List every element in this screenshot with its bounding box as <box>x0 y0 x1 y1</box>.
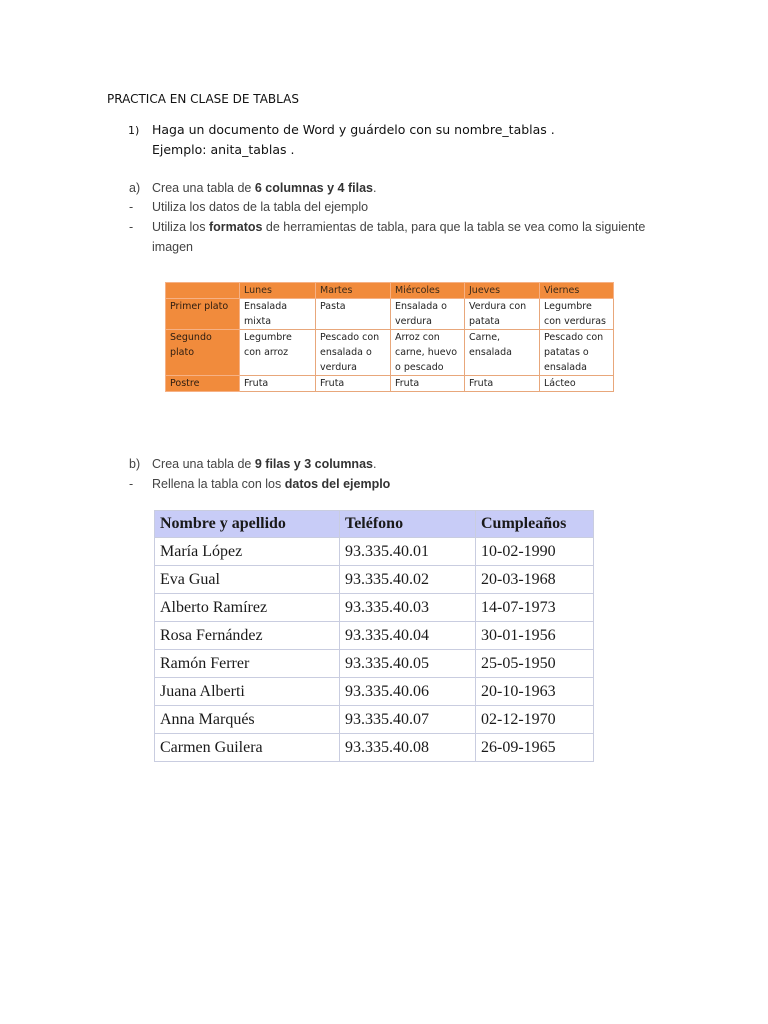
cell-line: verdura <box>320 362 357 373</box>
table-row <box>155 734 594 762</box>
cell-line: con verduras <box>544 316 607 327</box>
contacts-header-row <box>155 511 594 538</box>
cell-line: patata <box>469 316 500 327</box>
menu-header-cell: Martes <box>316 283 391 299</box>
item-1-line-1: Haga un documento de Word y guárdelo con su nombre_tablas . <box>152 122 555 137</box>
cell-line: verdura <box>395 316 432 327</box>
contact-name: Juana Alberti <box>155 678 340 706</box>
cell-line: o pescado <box>395 362 444 373</box>
cell-line: Ensalada o <box>395 301 447 312</box>
cell-line: Primer plato <box>170 301 229 312</box>
menu-row-label <box>166 330 240 376</box>
contact-phone: 93.335.40.02 <box>340 566 476 594</box>
contact-birthday: 20-03-1968 <box>476 566 594 594</box>
contacts-header-phone: Teléfono <box>340 511 476 538</box>
cell-line: mixta <box>244 316 272 327</box>
menu-row-label <box>166 299 240 330</box>
section-b-bullet-1-pre: Rellena la tabla con los <box>152 477 285 491</box>
list-marker: - <box>129 200 134 214</box>
section-a-text-pre: Crea una tabla de <box>152 181 255 195</box>
table-row <box>166 299 614 330</box>
cell-line: Legumbre <box>544 301 592 312</box>
menu-cell <box>465 299 540 330</box>
list-marker: b) <box>129 457 141 471</box>
cell-line: plato <box>170 347 195 358</box>
cell-line: ensalada <box>469 347 512 358</box>
cell-line: Fruta <box>469 378 494 389</box>
contact-name: Eva Gual <box>155 566 340 594</box>
menu-header-cell: Miércoles <box>391 283 465 299</box>
section-a-bullet-2-continuation: imagen <box>152 240 193 254</box>
cell-line: Fruta <box>244 378 269 389</box>
table-row <box>155 538 594 566</box>
contact-name: Rosa Fernández <box>155 622 340 650</box>
contact-name: Ramón Ferrer <box>155 650 340 678</box>
contact-phone: 93.335.40.04 <box>340 622 476 650</box>
menu-cell <box>391 299 465 330</box>
cell-line: Arroz con <box>395 332 440 343</box>
menu-cell <box>391 330 465 376</box>
menu-cell <box>465 376 540 392</box>
section-a-text-post: . <box>372 181 377 195</box>
cell-line: Fruta <box>320 378 345 389</box>
contacts-table <box>154 510 594 762</box>
item-number: 1) <box>128 124 140 137</box>
contacts-header-birthday: Cumpleaños <box>476 511 594 538</box>
section-a-bullet-1-text: Utiliza los datos de la tabla del ejemplo <box>152 200 369 214</box>
cell-line: Postre <box>170 378 200 389</box>
cell-line: Pescado con <box>320 332 380 343</box>
menu-cell <box>540 330 614 376</box>
table-row <box>155 650 594 678</box>
menu-table-header-row <box>166 283 614 299</box>
contact-phone: 93.335.40.07 <box>340 706 476 734</box>
contact-name: Alberto Ramírez <box>155 594 340 622</box>
contact-birthday: 14-07-1973 <box>476 594 594 622</box>
cell-line: con arroz <box>244 347 289 358</box>
cell-line: carne, huevo <box>395 347 458 358</box>
contact-birthday: 26-09-1965 <box>476 734 594 762</box>
item-1-line-2: Ejemplo: anita_tablas . <box>152 142 295 157</box>
section-b-text-pre: Crea una tabla de <box>152 457 255 471</box>
menu-header-cell: Viernes <box>540 283 614 299</box>
section-a-bullet-2-pre: Utiliza los <box>152 220 209 234</box>
cell-line: ensalada o <box>320 347 372 358</box>
contact-birthday: 10-02-1990 <box>476 538 594 566</box>
menu-table <box>165 282 614 392</box>
menu-cell <box>240 299 316 330</box>
cell-line: Verdura con <box>469 301 527 312</box>
menu-row-label <box>166 376 240 392</box>
menu-cell <box>465 330 540 376</box>
menu-cell <box>316 376 391 392</box>
section-a-bullet-2-bold: formatos <box>208 220 263 234</box>
contact-birthday: 25-05-1950 <box>476 650 594 678</box>
menu-cell <box>540 299 614 330</box>
cell-line: Pescado con <box>544 332 604 343</box>
cell-line: Lácteo <box>544 378 576 389</box>
section-a-bullet-2-post: de herramientas de tabla, para que la tabla se vea como la siguiente <box>262 220 646 234</box>
contact-phone: 93.335.40.06 <box>340 678 476 706</box>
cell-line: ensalada <box>544 362 587 373</box>
cell-line: Pasta <box>320 301 346 312</box>
contact-name: María López <box>155 538 340 566</box>
table-row <box>155 678 594 706</box>
cell-line: Legumbre <box>244 332 292 343</box>
menu-header-cell: Lunes <box>240 283 316 299</box>
list-marker: - <box>129 477 134 491</box>
menu-cell <box>540 376 614 392</box>
menu-header-cell: Jueves <box>465 283 540 299</box>
table-row <box>155 594 594 622</box>
cell-line: patatas o <box>544 347 589 358</box>
contact-phone: 93.335.40.05 <box>340 650 476 678</box>
contact-birthday: 02-12-1970 <box>476 706 594 734</box>
table-row <box>155 622 594 650</box>
contact-birthday: 20-10-1963 <box>476 678 594 706</box>
contact-birthday: 30-01-1956 <box>476 622 594 650</box>
cell-line: Segundo <box>170 332 212 343</box>
menu-cell <box>240 330 316 376</box>
document-title: PRACTICA EN CLASE DE TABLAS <box>107 92 299 106</box>
menu-header-corner <box>166 283 240 299</box>
menu-cell <box>316 330 391 376</box>
contact-phone: 93.335.40.01 <box>340 538 476 566</box>
contact-name: Anna Marqués <box>155 706 340 734</box>
table-row <box>166 330 614 376</box>
cell-line: Ensalada <box>244 301 288 312</box>
table-row <box>155 566 594 594</box>
list-marker: - <box>129 220 134 234</box>
table-row <box>155 706 594 734</box>
contact-name: Carmen Guilera <box>155 734 340 762</box>
contacts-header-name: Nombre y apellido <box>155 511 340 538</box>
list-marker: a) <box>129 181 141 195</box>
section-b-bullet-1-bold: datos del ejemplo <box>284 477 391 491</box>
contact-phone: 93.335.40.08 <box>340 734 476 762</box>
menu-cell <box>391 376 465 392</box>
section-b-text-post: . <box>372 457 377 471</box>
cell-line: Carne, <box>469 332 501 343</box>
menu-cell <box>240 376 316 392</box>
menu-cell <box>316 299 391 330</box>
section-a-text-bold: 6 columnas y 4 filas <box>254 181 373 195</box>
section-b-text-bold: 9 filas y 3 columnas <box>254 457 373 471</box>
numbered-item-1 <box>128 122 555 157</box>
table-row <box>166 376 614 392</box>
contact-phone: 93.335.40.03 <box>340 594 476 622</box>
cell-line: Fruta <box>395 378 420 389</box>
